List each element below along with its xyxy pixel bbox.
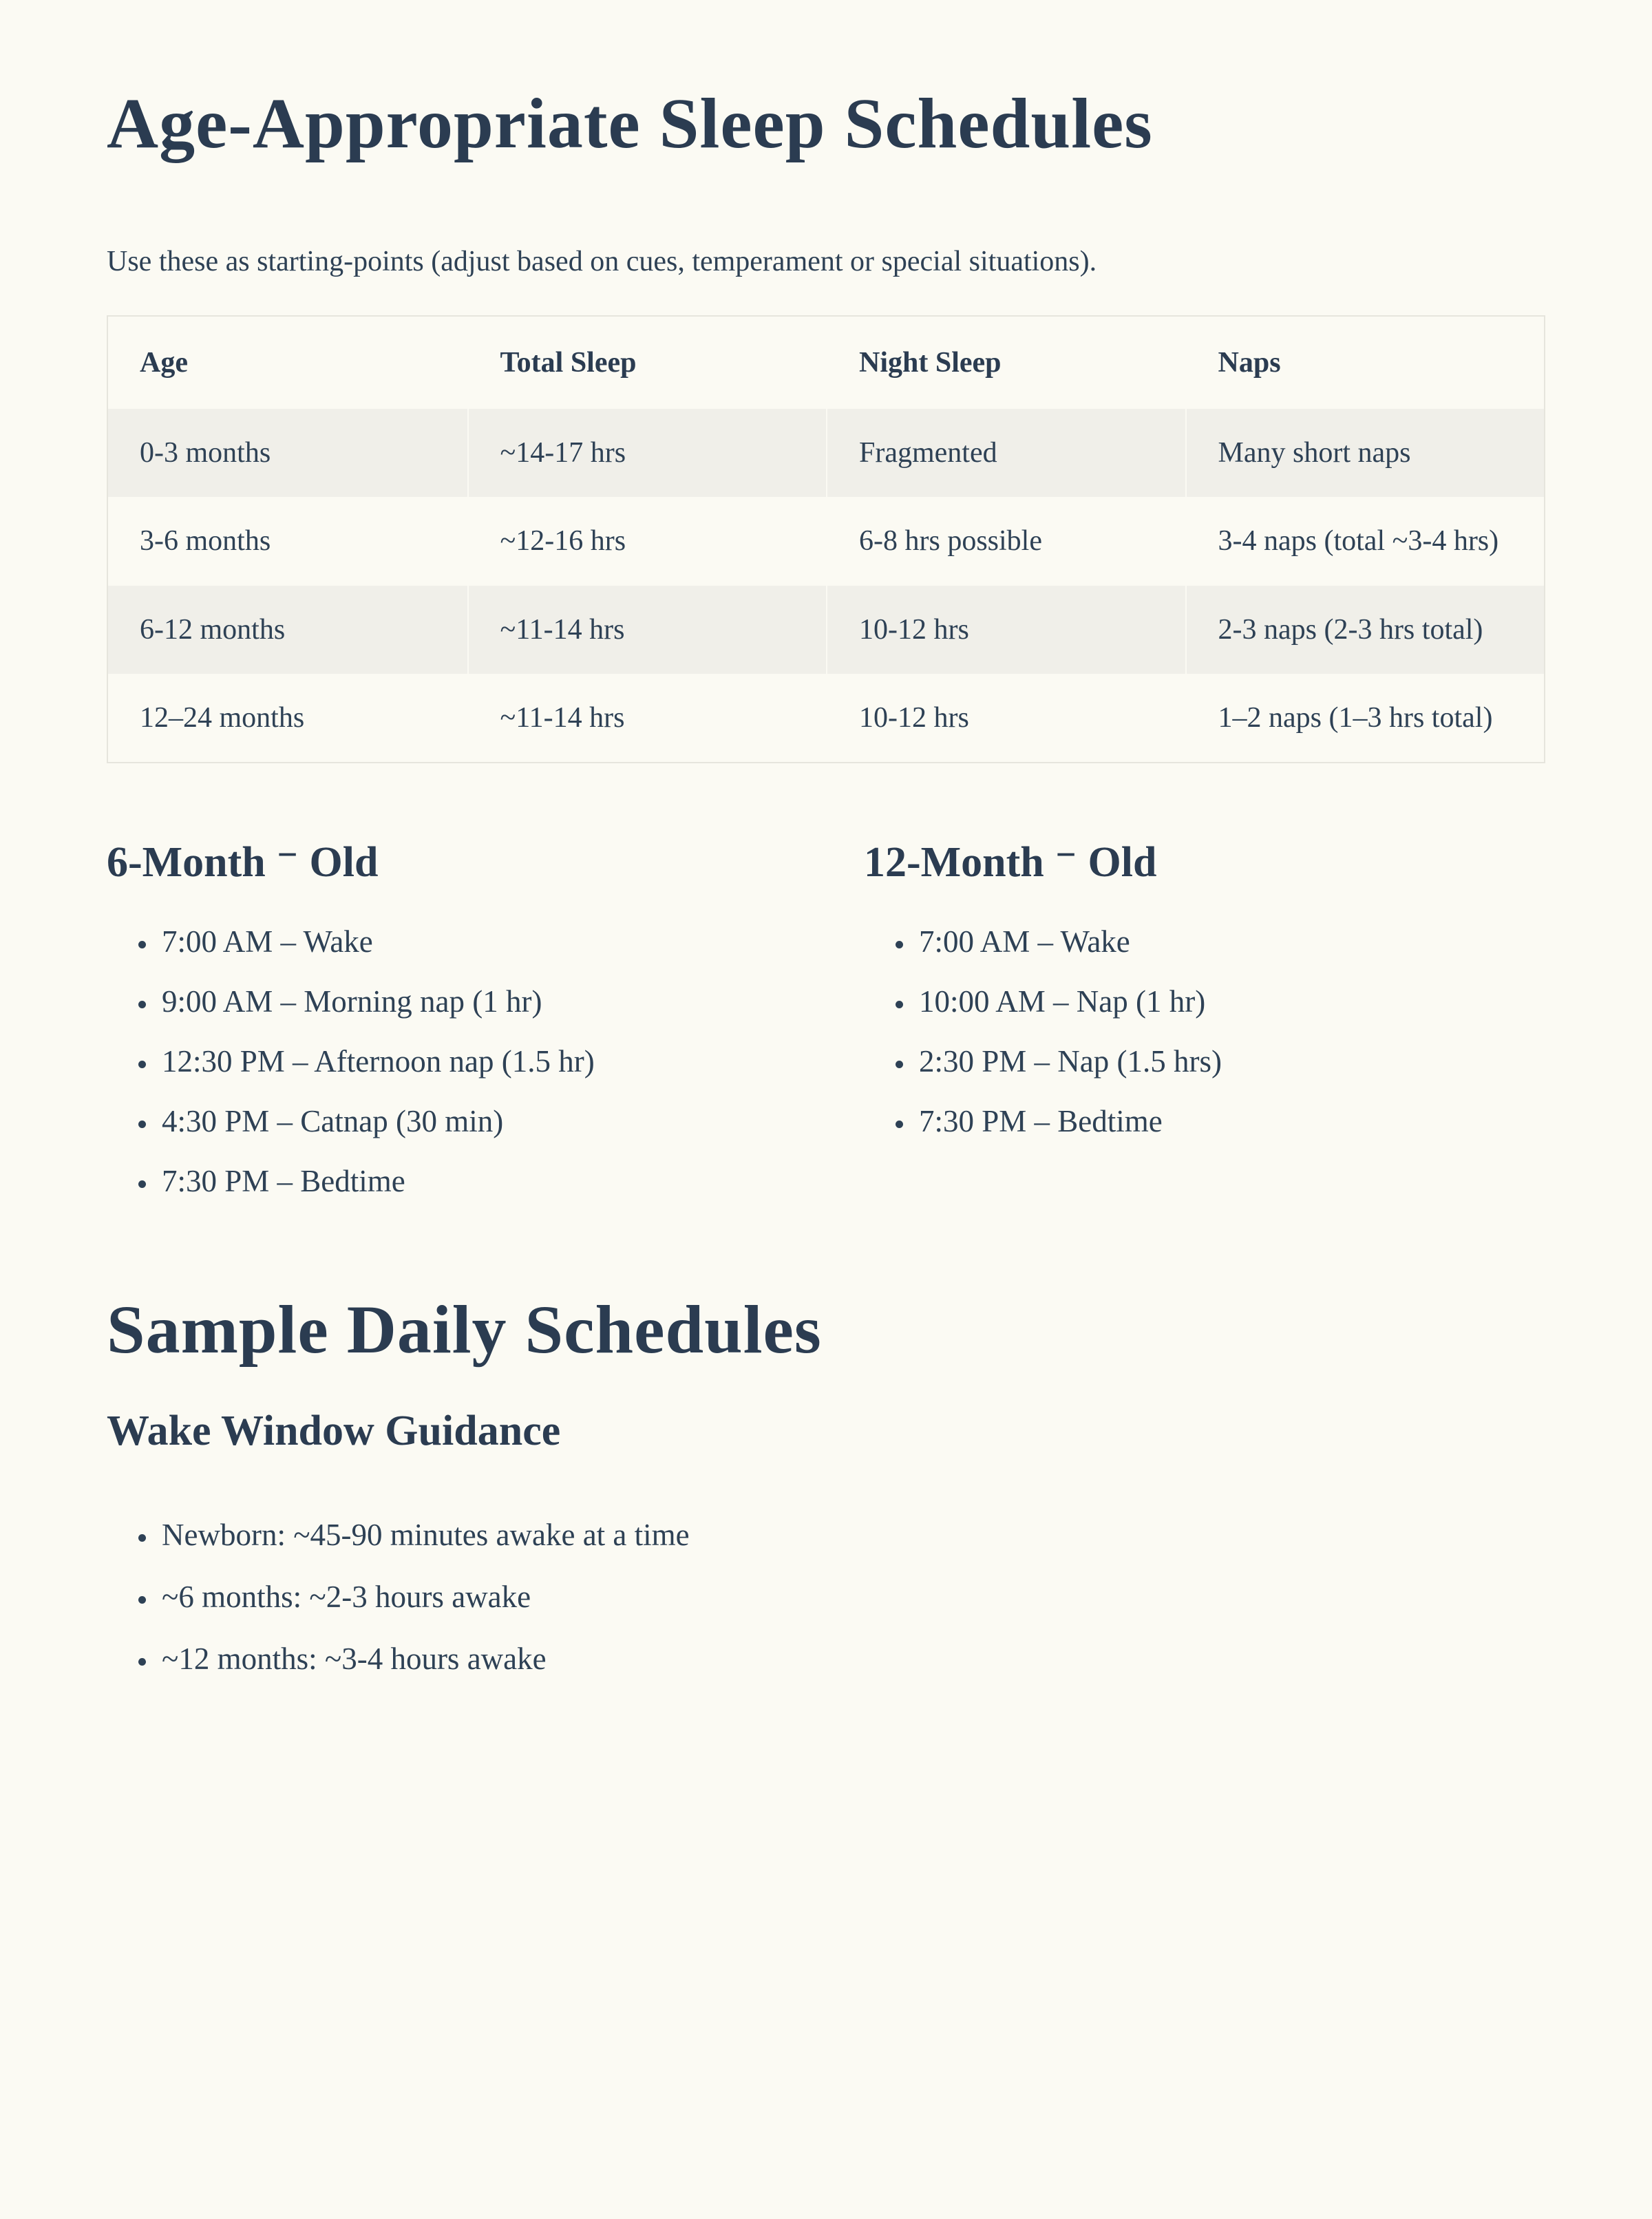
schedule-12-month-column <box>864 763 1545 1222</box>
table-row-3-6-months <box>108 497 1544 585</box>
column-header-night-sleep: Night Sleep <box>826 317 1185 409</box>
table-header-row <box>108 317 1544 409</box>
schedule-item: • 2:30 PM – Nap (1.5 hrs) <box>915 1043 1545 1080</box>
cell-age: 6-12 months <box>140 613 286 646</box>
schedule-item: • 4:30 PM – Catnap (30 min) <box>158 1103 864 1140</box>
column-header-age: Age <box>140 346 188 379</box>
cell-age: 3-6 months <box>140 525 271 558</box>
sample-daily-schedules-title: Sample Daily Schedules <box>107 1291 822 1368</box>
cell-total-sleep: ~12-16 hrs <box>467 497 827 585</box>
page-title: Age-Appropriate Sleep Schedules <box>107 84 1153 163</box>
cell-naps: 3-4 naps (total ~3-4 hrs) <box>1185 497 1545 585</box>
cell-naps: Many short naps <box>1185 409 1545 497</box>
schedule-12-month-heading: 12-Month ⁻ Old <box>864 839 1157 886</box>
wake-window-item: • ~12 months: ~3-4 hours awake <box>158 1640 1545 1677</box>
schedule-6-month-list <box>107 923 864 1200</box>
schedule-item: • 7:30 PM – Bedtime <box>915 1103 1545 1140</box>
wake-window-item: • ~6 months: ~2-3 hours awake <box>158 1578 1545 1615</box>
wake-window-item: • Newborn: ~45-90 minutes awake at a time <box>158 1516 1545 1553</box>
schedule-6-month-column <box>107 763 864 1222</box>
cell-total-sleep: ~14-17 hrs <box>467 409 827 497</box>
table-row-12-24-months <box>108 674 1544 762</box>
intro-text: Use these as starting-points (adjust based on cues, temperament or special situations). <box>107 245 1097 277</box>
column-header-total-sleep: Total Sleep <box>467 317 827 409</box>
table-row-6-12-months <box>108 586 1544 674</box>
schedule-item: • 10:00 AM – Nap (1 hr) <box>915 983 1545 1020</box>
cell-naps: 2-3 naps (2-3 hrs total) <box>1185 586 1545 674</box>
schedule-item: • 9:00 AM – Morning nap (1 hr) <box>158 983 864 1020</box>
cell-naps: 1–2 naps (1–3 hrs total) <box>1185 674 1545 762</box>
column-header-naps: Naps <box>1185 317 1545 409</box>
sleep-schedule-table <box>107 315 1545 764</box>
wake-window-list <box>107 1516 1545 1677</box>
schedule-12-month-list <box>864 923 1545 1140</box>
table-row-0-3-months <box>108 409 1544 497</box>
table-header <box>108 317 1544 409</box>
cell-night-sleep: 10-12 hrs <box>826 674 1185 762</box>
schedule-item: • 12:30 PM – Afternoon nap (1.5 hr) <box>158 1043 864 1080</box>
schedule-item: • 7:00 AM – Wake <box>915 923 1545 960</box>
table-body <box>108 409 1544 762</box>
schedule-item: • 7:00 AM – Wake <box>158 923 864 960</box>
cell-total-sleep: ~11-14 hrs <box>467 674 827 762</box>
cell-night-sleep: Fragmented <box>826 409 1185 497</box>
schedule-item: • 7:30 PM – Bedtime <box>158 1162 864 1200</box>
sample-schedule-columns <box>107 763 1545 1222</box>
schedule-6-month-heading: 6-Month ⁻ Old <box>107 839 379 886</box>
cell-night-sleep: 10-12 hrs <box>826 586 1185 674</box>
cell-age: 0-3 months <box>140 436 271 469</box>
cell-night-sleep: 6-8 hrs possible <box>826 497 1185 585</box>
cell-age: 12–24 months <box>140 702 305 734</box>
document-page <box>0 81 1652 1677</box>
cell-total-sleep: ~11-14 hrs <box>467 586 827 674</box>
wake-window-guidance-heading: Wake Window Guidance <box>107 1408 561 1455</box>
